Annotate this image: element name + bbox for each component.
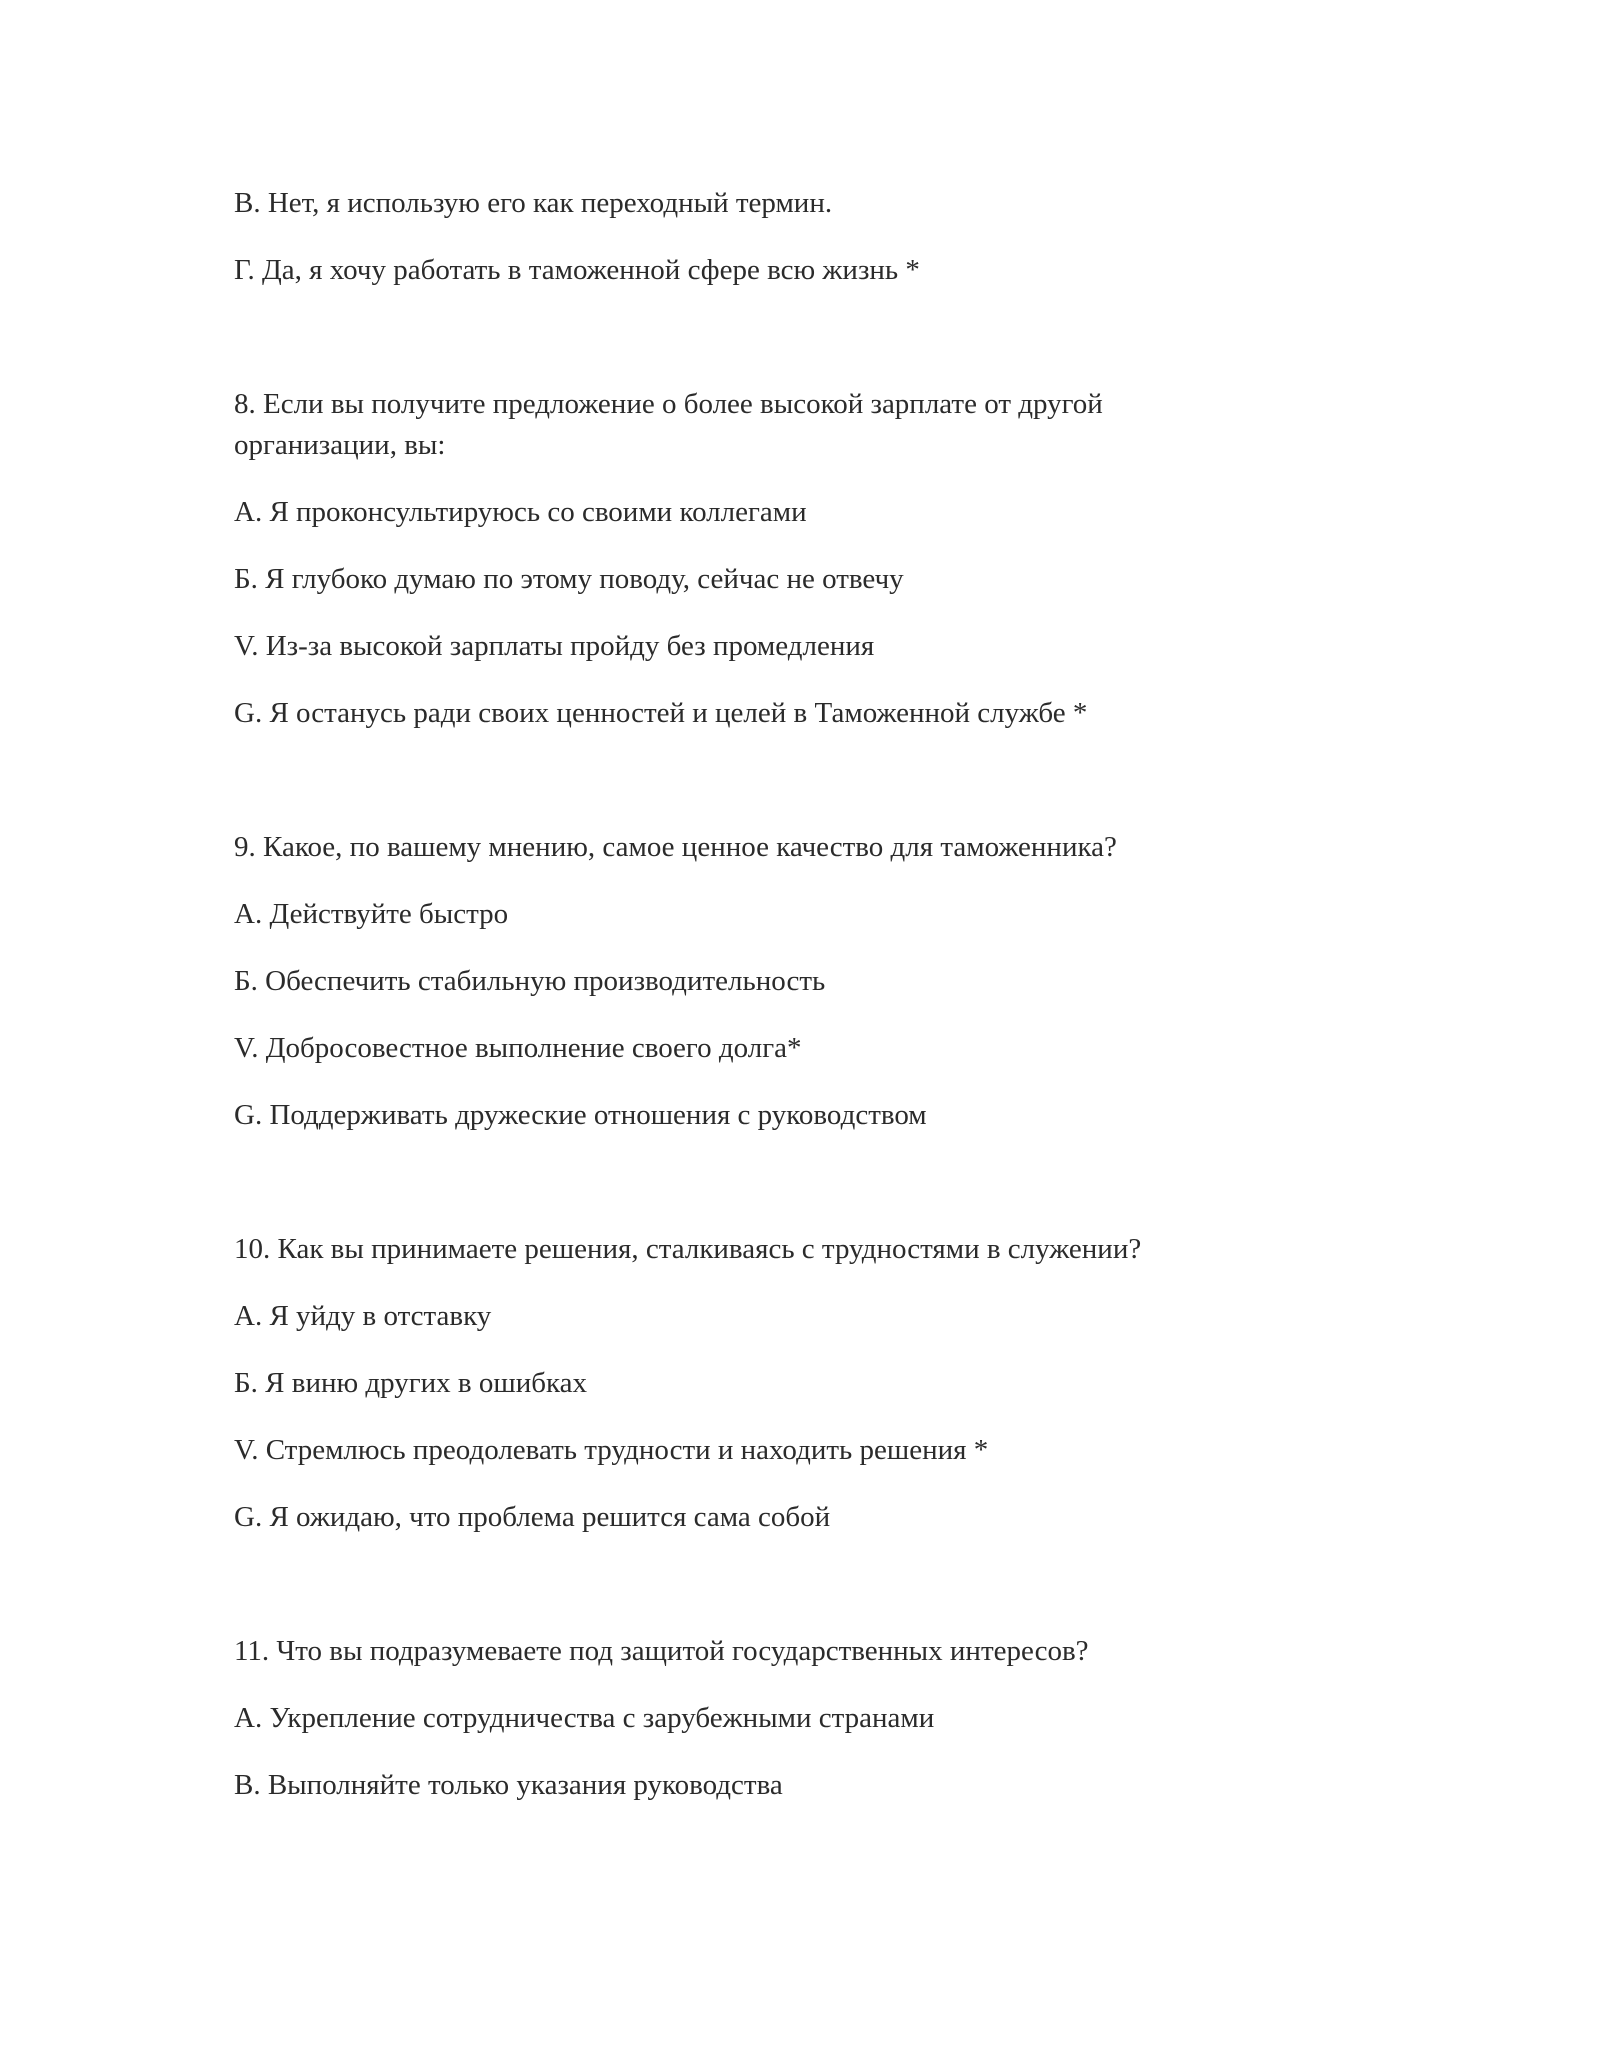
question-8-line-1: 8. Если вы получите предложение о более высокой зарплате от другой	[234, 388, 1103, 420]
document-content	[234, 183, 1334, 1806]
answer-option: G. Поддерживать дружеские отношения с руководством	[234, 1099, 927, 1131]
answer-option: V. Из-за высокой зарплаты пройду без промедления	[234, 630, 875, 662]
answer-option: G. Я останусь ради своих ценностей и целей в Таможенной службе *	[234, 697, 1088, 729]
answer-option: А. Я проконсультируюсь со своими коллегами	[234, 496, 807, 528]
question-8-line-2: организации, вы:	[234, 429, 446, 461]
answer-option: А. Укрепление сотрудничества с зарубежными странами	[234, 1702, 935, 1734]
question-8	[234, 384, 1334, 466]
answer-option: V. Добросовестное выполнение своего долга*	[234, 1032, 802, 1064]
answer-option: Б. Обеспечить стабильную производительность	[234, 965, 826, 997]
answer-option: В. Выполняйте только указания руководства	[234, 1769, 783, 1801]
question-10: 10. Как вы принимаете решения, сталкиваясь с трудностями в служении?	[234, 1233, 1142, 1265]
answer-option: G. Я ожидаю, что проблема решится сама собой	[234, 1501, 831, 1533]
question-9: 9. Какое, по вашему мнению, самое ценное качество для таможенника?	[234, 831, 1117, 863]
question-11: 11. Что вы подразумеваете под защитой государственных интересов?	[234, 1635, 1089, 1667]
answer-option: Г. Да, я хочу работать в таможенной сфере всю жизнь *	[234, 254, 920, 286]
answer-option: Б. Я глубоко думаю по этому поводу, сейчас не отвечу	[234, 563, 904, 595]
answer-option: V. Стремлюсь преодолевать трудности и находить решения *	[234, 1434, 989, 1466]
answer-option: А. Я уйду в отставку	[234, 1300, 492, 1332]
answer-option: Б. Я виню других в ошибках	[234, 1367, 587, 1399]
answer-option: А. Действуйте быстро	[234, 898, 509, 930]
answer-option: В. Нет, я использую его как переходный термин.	[234, 187, 833, 219]
